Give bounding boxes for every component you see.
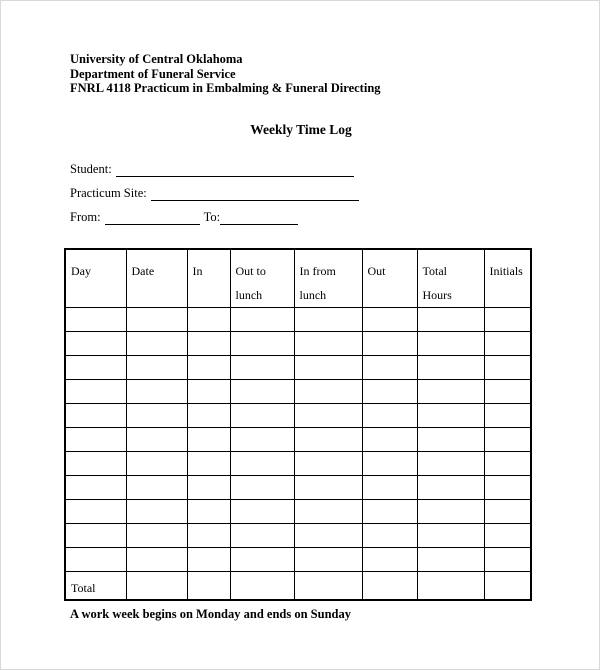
table-cell[interactable] — [362, 428, 417, 452]
table-cell[interactable] — [484, 332, 531, 356]
table-cell[interactable] — [65, 332, 126, 356]
table-cell[interactable] — [294, 476, 362, 500]
table-cell[interactable] — [230, 356, 294, 380]
table-cell[interactable] — [294, 524, 362, 548]
column-header-label: Out to — [235, 264, 266, 278]
table-cell[interactable] — [187, 356, 230, 380]
column-header-label: Initials — [489, 264, 523, 278]
table-cell[interactable] — [230, 308, 294, 332]
table-row — [65, 356, 531, 380]
page-title: Weekly Time Log — [250, 122, 352, 137]
table-cell[interactable] — [65, 500, 126, 524]
column-header — [65, 249, 126, 308]
table-cell[interactable] — [126, 356, 187, 380]
table-cell[interactable] — [230, 404, 294, 428]
to-label: To: — [203, 210, 221, 224]
table-cell[interactable] — [126, 524, 187, 548]
table-cell[interactable] — [65, 380, 126, 404]
column-header-label: Day — [71, 264, 91, 278]
table-cell[interactable] — [294, 308, 362, 332]
total-cell[interactable] — [484, 572, 531, 600]
table-cell[interactable] — [294, 356, 362, 380]
table-cell[interactable] — [362, 524, 417, 548]
column-header — [230, 249, 294, 308]
total-cell[interactable] — [417, 572, 484, 600]
table-cell[interactable] — [126, 452, 187, 476]
column-header-label-line2: lunch — [235, 288, 263, 302]
table-cell[interactable] — [484, 524, 531, 548]
table-cell[interactable] — [230, 452, 294, 476]
student-label: Student: — [70, 162, 112, 176]
column-header-label: In — [192, 264, 203, 278]
student-blank-line[interactable] — [116, 164, 354, 177]
total-cell[interactable] — [126, 572, 187, 600]
table-cell[interactable] — [65, 476, 126, 500]
table-cell[interactable] — [230, 548, 294, 572]
table-cell[interactable] — [230, 428, 294, 452]
column-header — [294, 249, 362, 308]
table-row — [65, 500, 531, 524]
table-row — [65, 548, 531, 572]
total-cell[interactable] — [362, 572, 417, 600]
table-cell[interactable] — [294, 404, 362, 428]
table-cell[interactable] — [230, 476, 294, 500]
column-header — [484, 249, 531, 308]
table-cell[interactable] — [294, 548, 362, 572]
table-cell[interactable] — [65, 356, 126, 380]
table-cell[interactable] — [417, 524, 484, 548]
table-cell[interactable] — [65, 548, 126, 572]
work-week-note: A work week begins on Monday and ends on Sunday — [70, 607, 351, 621]
table-cell[interactable] — [126, 548, 187, 572]
table-cell[interactable] — [362, 308, 417, 332]
table-cell[interactable] — [65, 404, 126, 428]
table-cell[interactable] — [417, 500, 484, 524]
table-cell[interactable] — [126, 500, 187, 524]
total-label: Total — [65, 572, 126, 600]
total-cell[interactable] — [230, 572, 294, 600]
table-cell[interactable] — [126, 428, 187, 452]
table-cell[interactable] — [362, 356, 417, 380]
column-header — [417, 249, 484, 308]
table-cell[interactable] — [294, 380, 362, 404]
table-cell[interactable] — [417, 332, 484, 356]
table-cell[interactable] — [126, 380, 187, 404]
university-name: University of Central Oklahoma — [70, 52, 243, 66]
table-row — [65, 332, 531, 356]
table-cell[interactable] — [187, 452, 230, 476]
table-cell[interactable] — [484, 452, 531, 476]
table-cell[interactable] — [187, 332, 230, 356]
table-cell[interactable] — [230, 380, 294, 404]
table-cell[interactable] — [417, 404, 484, 428]
column-header-label-line2: lunch — [299, 288, 327, 302]
table-cell[interactable] — [65, 524, 126, 548]
table-cell[interactable] — [484, 404, 531, 428]
practicum-site-label: Practicum Site: — [70, 186, 147, 200]
column-header — [187, 249, 230, 308]
column-header-label: Date — [131, 264, 155, 278]
student-field — [70, 162, 354, 177]
table-cell[interactable] — [294, 332, 362, 356]
from-blank-line[interactable] — [105, 212, 200, 225]
table-cell[interactable] — [126, 308, 187, 332]
practicum-site-blank-line[interactable] — [151, 188, 359, 201]
table-cell[interactable] — [417, 452, 484, 476]
table-cell[interactable] — [362, 548, 417, 572]
table-cell[interactable] — [362, 476, 417, 500]
date-range-field — [70, 210, 298, 225]
table-cell[interactable] — [417, 380, 484, 404]
table-cell[interactable] — [417, 476, 484, 500]
table-cell[interactable] — [417, 548, 484, 572]
table-cell[interactable] — [230, 500, 294, 524]
table-row — [65, 524, 531, 548]
table-cell[interactable] — [230, 524, 294, 548]
table-cell[interactable] — [65, 452, 126, 476]
table-cell[interactable] — [362, 380, 417, 404]
table-header-row — [65, 249, 531, 308]
table-cell[interactable] — [362, 404, 417, 428]
column-header — [362, 249, 417, 308]
table-cell[interactable] — [187, 308, 230, 332]
total-cell[interactable] — [294, 572, 362, 600]
column-header — [126, 249, 187, 308]
document-header — [70, 52, 381, 96]
table-cell[interactable] — [484, 548, 531, 572]
table-cell[interactable] — [294, 500, 362, 524]
column-header-label-line2: Hours — [422, 288, 452, 302]
course-name: FNRL 4118 Practicum in Embalming & Funeral Directing — [70, 81, 381, 95]
table-cell[interactable] — [187, 524, 230, 548]
table-cell[interactable] — [187, 428, 230, 452]
total-row — [65, 572, 531, 600]
table-row — [65, 404, 531, 428]
weekly-time-log-table — [64, 248, 532, 601]
column-header-label: Out — [367, 264, 386, 278]
from-label: From: — [70, 210, 101, 224]
column-header-label: In from — [299, 264, 336, 278]
table-cell[interactable] — [362, 452, 417, 476]
table-cell[interactable] — [484, 356, 531, 380]
table-cell[interactable] — [187, 380, 230, 404]
table-row — [65, 428, 531, 452]
table-cell[interactable] — [294, 452, 362, 476]
department-name: Department of Funeral Service — [70, 66, 236, 81]
table-row — [65, 452, 531, 476]
table-cell[interactable] — [484, 476, 531, 500]
table-cell[interactable] — [230, 332, 294, 356]
practicum-site-field — [70, 186, 359, 201]
table-cell[interactable] — [417, 356, 484, 380]
table-row — [65, 380, 531, 404]
table-row — [65, 476, 531, 500]
table-cell[interactable] — [126, 476, 187, 500]
total-cell[interactable] — [187, 572, 230, 600]
table-body — [65, 308, 531, 600]
to-blank-line[interactable] — [220, 212, 298, 225]
table-cell[interactable] — [126, 404, 187, 428]
table-cell[interactable] — [187, 476, 230, 500]
table-cell[interactable] — [65, 308, 126, 332]
table-cell[interactable] — [484, 308, 531, 332]
table-row — [65, 308, 531, 332]
table-cell[interactable] — [65, 428, 126, 452]
table-cell[interactable] — [417, 308, 484, 332]
table-cell[interactable] — [126, 332, 187, 356]
table-cell[interactable] — [294, 428, 362, 452]
table-cell[interactable] — [417, 428, 484, 452]
table-cell[interactable] — [362, 332, 417, 356]
column-header-label: Total — [422, 264, 447, 278]
table-cell[interactable] — [187, 404, 230, 428]
table-cell[interactable] — [484, 380, 531, 404]
table-cell[interactable] — [484, 500, 531, 524]
table-cell[interactable] — [187, 548, 230, 572]
table-cell[interactable] — [187, 500, 230, 524]
table-cell[interactable] — [362, 500, 417, 524]
table-cell[interactable] — [484, 428, 531, 452]
